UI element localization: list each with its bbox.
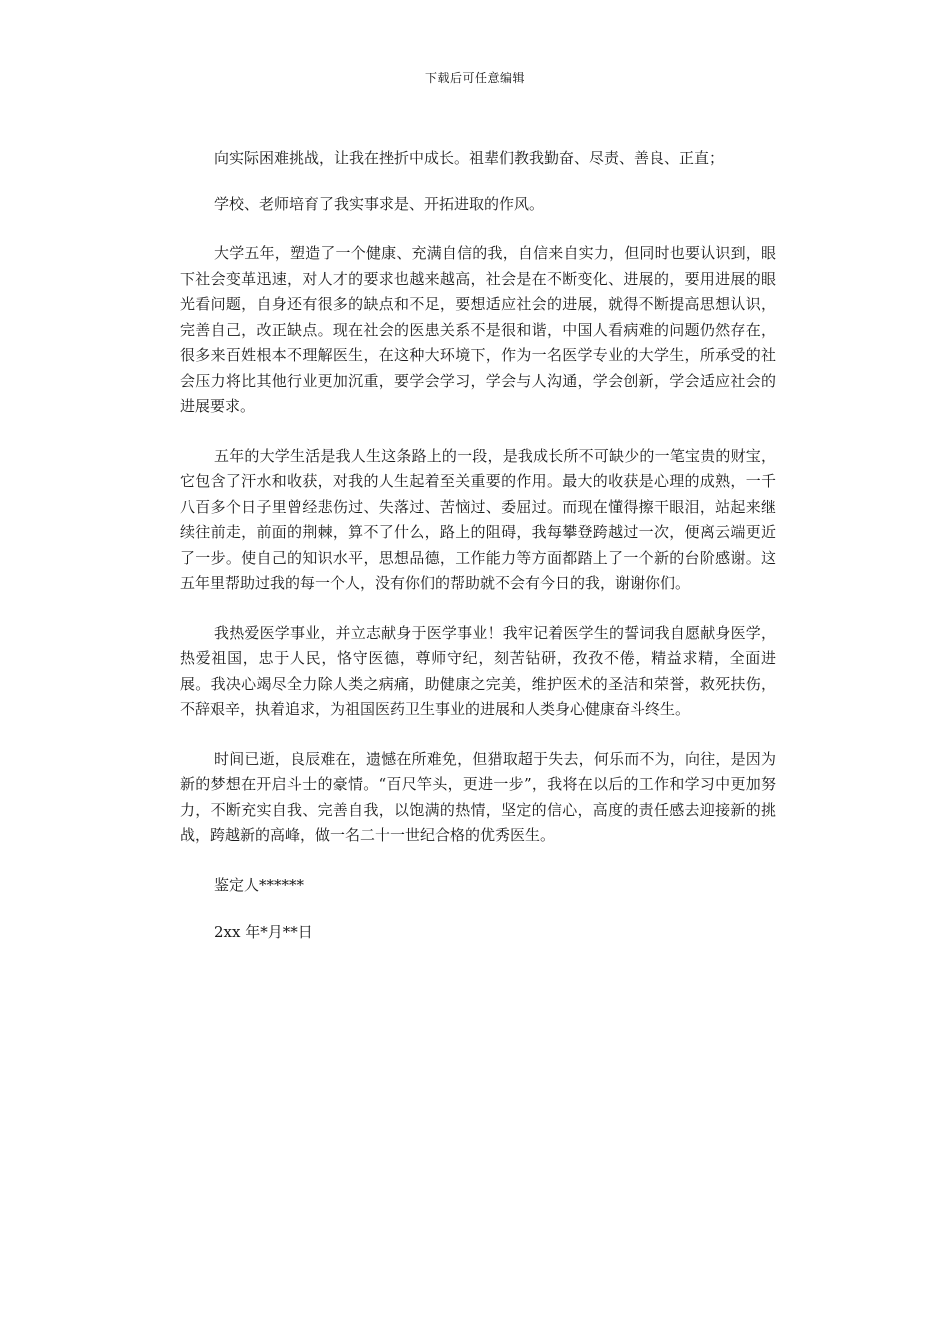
paragraph-1: 向实际困难挑战，让我在挫折中成长。祖辈们教我勤奋、尽责、善良、正直；	[214, 149, 725, 167]
signature-date: 2xx 年*月**日	[214, 923, 313, 941]
paragraph-4: 五年的大学生活是我人生这条路上的一段，是我成长所不可缺少的一笔宝贵的财宝，它包含了汗水和收获，对我的人生起着至关重要的作用。最大的收获是心理的成熟，一千八百多个日子里曾经悲伤过、失落过、苦恼过、委屈过。而现在懂得擦干眼泪，站起来继续往前走，前面的荆棘，算不了什么，路上的阻碍，我每攀登跨越过一次，便离云端更近了一步。使自己的知识水平，思想品德，工作能力等方面都踏上了一个新的台阶感谢。这五年里帮助过我的每一个人，没有你们的帮助就不会有今日的我，谢谢你们。	[180, 446, 776, 592]
document-body	[180, 146, 776, 968]
paragraph-2: 学校、老师培育了我实事求是、开拓进取的作风。	[214, 194, 545, 213]
paragraph-3: 大学五年，塑造了一个健康、充满自信的我，自信来自实力，但同时也要认识到，眼下社会变革迅速，对人才的要求也越来越高，社会是在不断变化、进展的，要用进展的眼光看问题，自身还有很多的缺点和不足，要想适应社会的进展，就得不断提高思想认识，完善自己，改正缺点。现在社会的医患关系不是很和谐，中国人看病难的问题仍然存在，很多来百姓根本不理解医生，在这种大环境下，作为一名医学专业的大学生，所承受的社会压力将比其他行业更加沉重，要学会学习，学会与人沟通，学会创新，学会适应社会的进展要求。	[180, 244, 776, 415]
paragraph-6: 时间已逝，良辰难在，遗憾在所难免，但猎取超于失去，何乐而不为，向往，是因为新的梦想在开启斗士的豪情。“百尺竿头，更进一步”，我将在以后的工作和学习中更加努力，不断充实自我、完善自我，以饱满的热情，坚定的信心，高度的责任感去迎接新的挑战，跨越新的高峰，做一名二十一世纪合格的优秀医生。	[180, 749, 776, 844]
page-header: 下载后可任意编辑	[424, 71, 525, 85]
appraiser-signature: 鉴定人******	[214, 875, 305, 894]
paragraph-5: 我热爱医学事业，并立志献身于医学事业！我牢记着医学生的誓词我自愿献身医学，热爱祖国，忠于人民，恪守医德，尊师守纪，刻苦钻研，孜孜不倦，精益求精，全面进展。我决心竭尽全力除人类之病痛，助健康之完美，维护医术的圣洁和荣誉，救死扶伤，不辞艰辛，执着追求，为祖国医药卫生事业的进展和人类身心健康奋斗终生。	[180, 623, 776, 718]
